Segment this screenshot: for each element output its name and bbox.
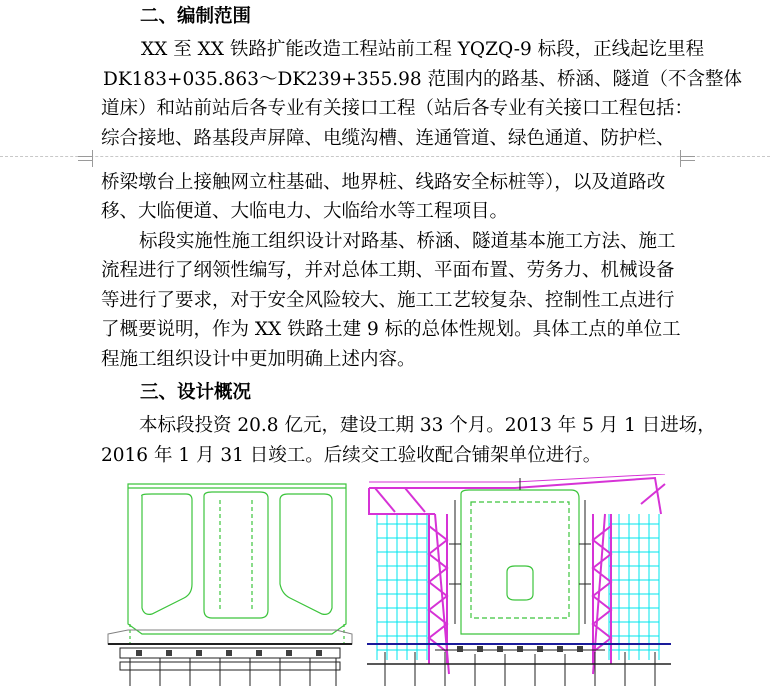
paragraph-line: 2016 年 1 月 31 日竣工。后续交工验收配合铺架单位进行。: [101, 445, 602, 466]
paragraph-line: 标段实施性施工组织设计对路基、桥涵、隧道基本施工方法、施工: [139, 231, 676, 252]
paragraph-line: 等进行了要求，对于安全风险较大、施工工艺较复杂、控制性工点进行: [101, 290, 675, 311]
paragraph-line: 程施工组织设计中更加明确上述内容。: [101, 349, 416, 370]
paragraph-line: 本标段投资 20.8 亿元，建设工期 33 个月。2013 年 5 月 1 日进场，: [139, 415, 716, 436]
page-break-line: [0, 156, 770, 157]
formwork-scaffold-figure: [365, 474, 675, 686]
paragraph-line: XX 至 XX 铁路扩能改造工程站前工程 YQZQ-9 标段，正线起讫里程: [141, 39, 705, 60]
paragraph-line: 综合接地、路基段声屏障、电缆沟槽、连通管道、绿色通道、防护栏、: [101, 128, 675, 149]
page-corner-mark: [680, 156, 695, 167]
paragraph-line: 桥梁墩台上接触网立柱基础、地界桩、线路安全标桩等），以及道路改: [101, 172, 666, 193]
section-heading: 二、编制范围: [140, 6, 252, 27]
paragraph-line: DK183+035.863～DK239+355.98 范围内的路基、桥涵、隧道（不含整体: [103, 69, 743, 90]
section-heading: 三、设计概况: [140, 382, 252, 403]
paragraph-line: 了概要说明，作为 XX 铁路土建 9 标的总体性规划。具体工点的单位工: [101, 319, 681, 340]
page-corner-mark: [78, 156, 93, 167]
box-girder-section-figure: [100, 474, 360, 686]
box-girder-drawing: [100, 474, 360, 686]
paragraph-line: 道床）和站前站后各专业有关接口工程（站后各专业有关接口工程包括：: [101, 98, 694, 119]
paragraph-line: 移、大临便道、大临电力、大临给水等工程项目。: [101, 201, 509, 222]
formwork-drawing: [365, 474, 675, 686]
paragraph-line: 流程进行了纲领性编写，并对总体工期、平面布置、劳务力、机械设备: [101, 260, 675, 281]
